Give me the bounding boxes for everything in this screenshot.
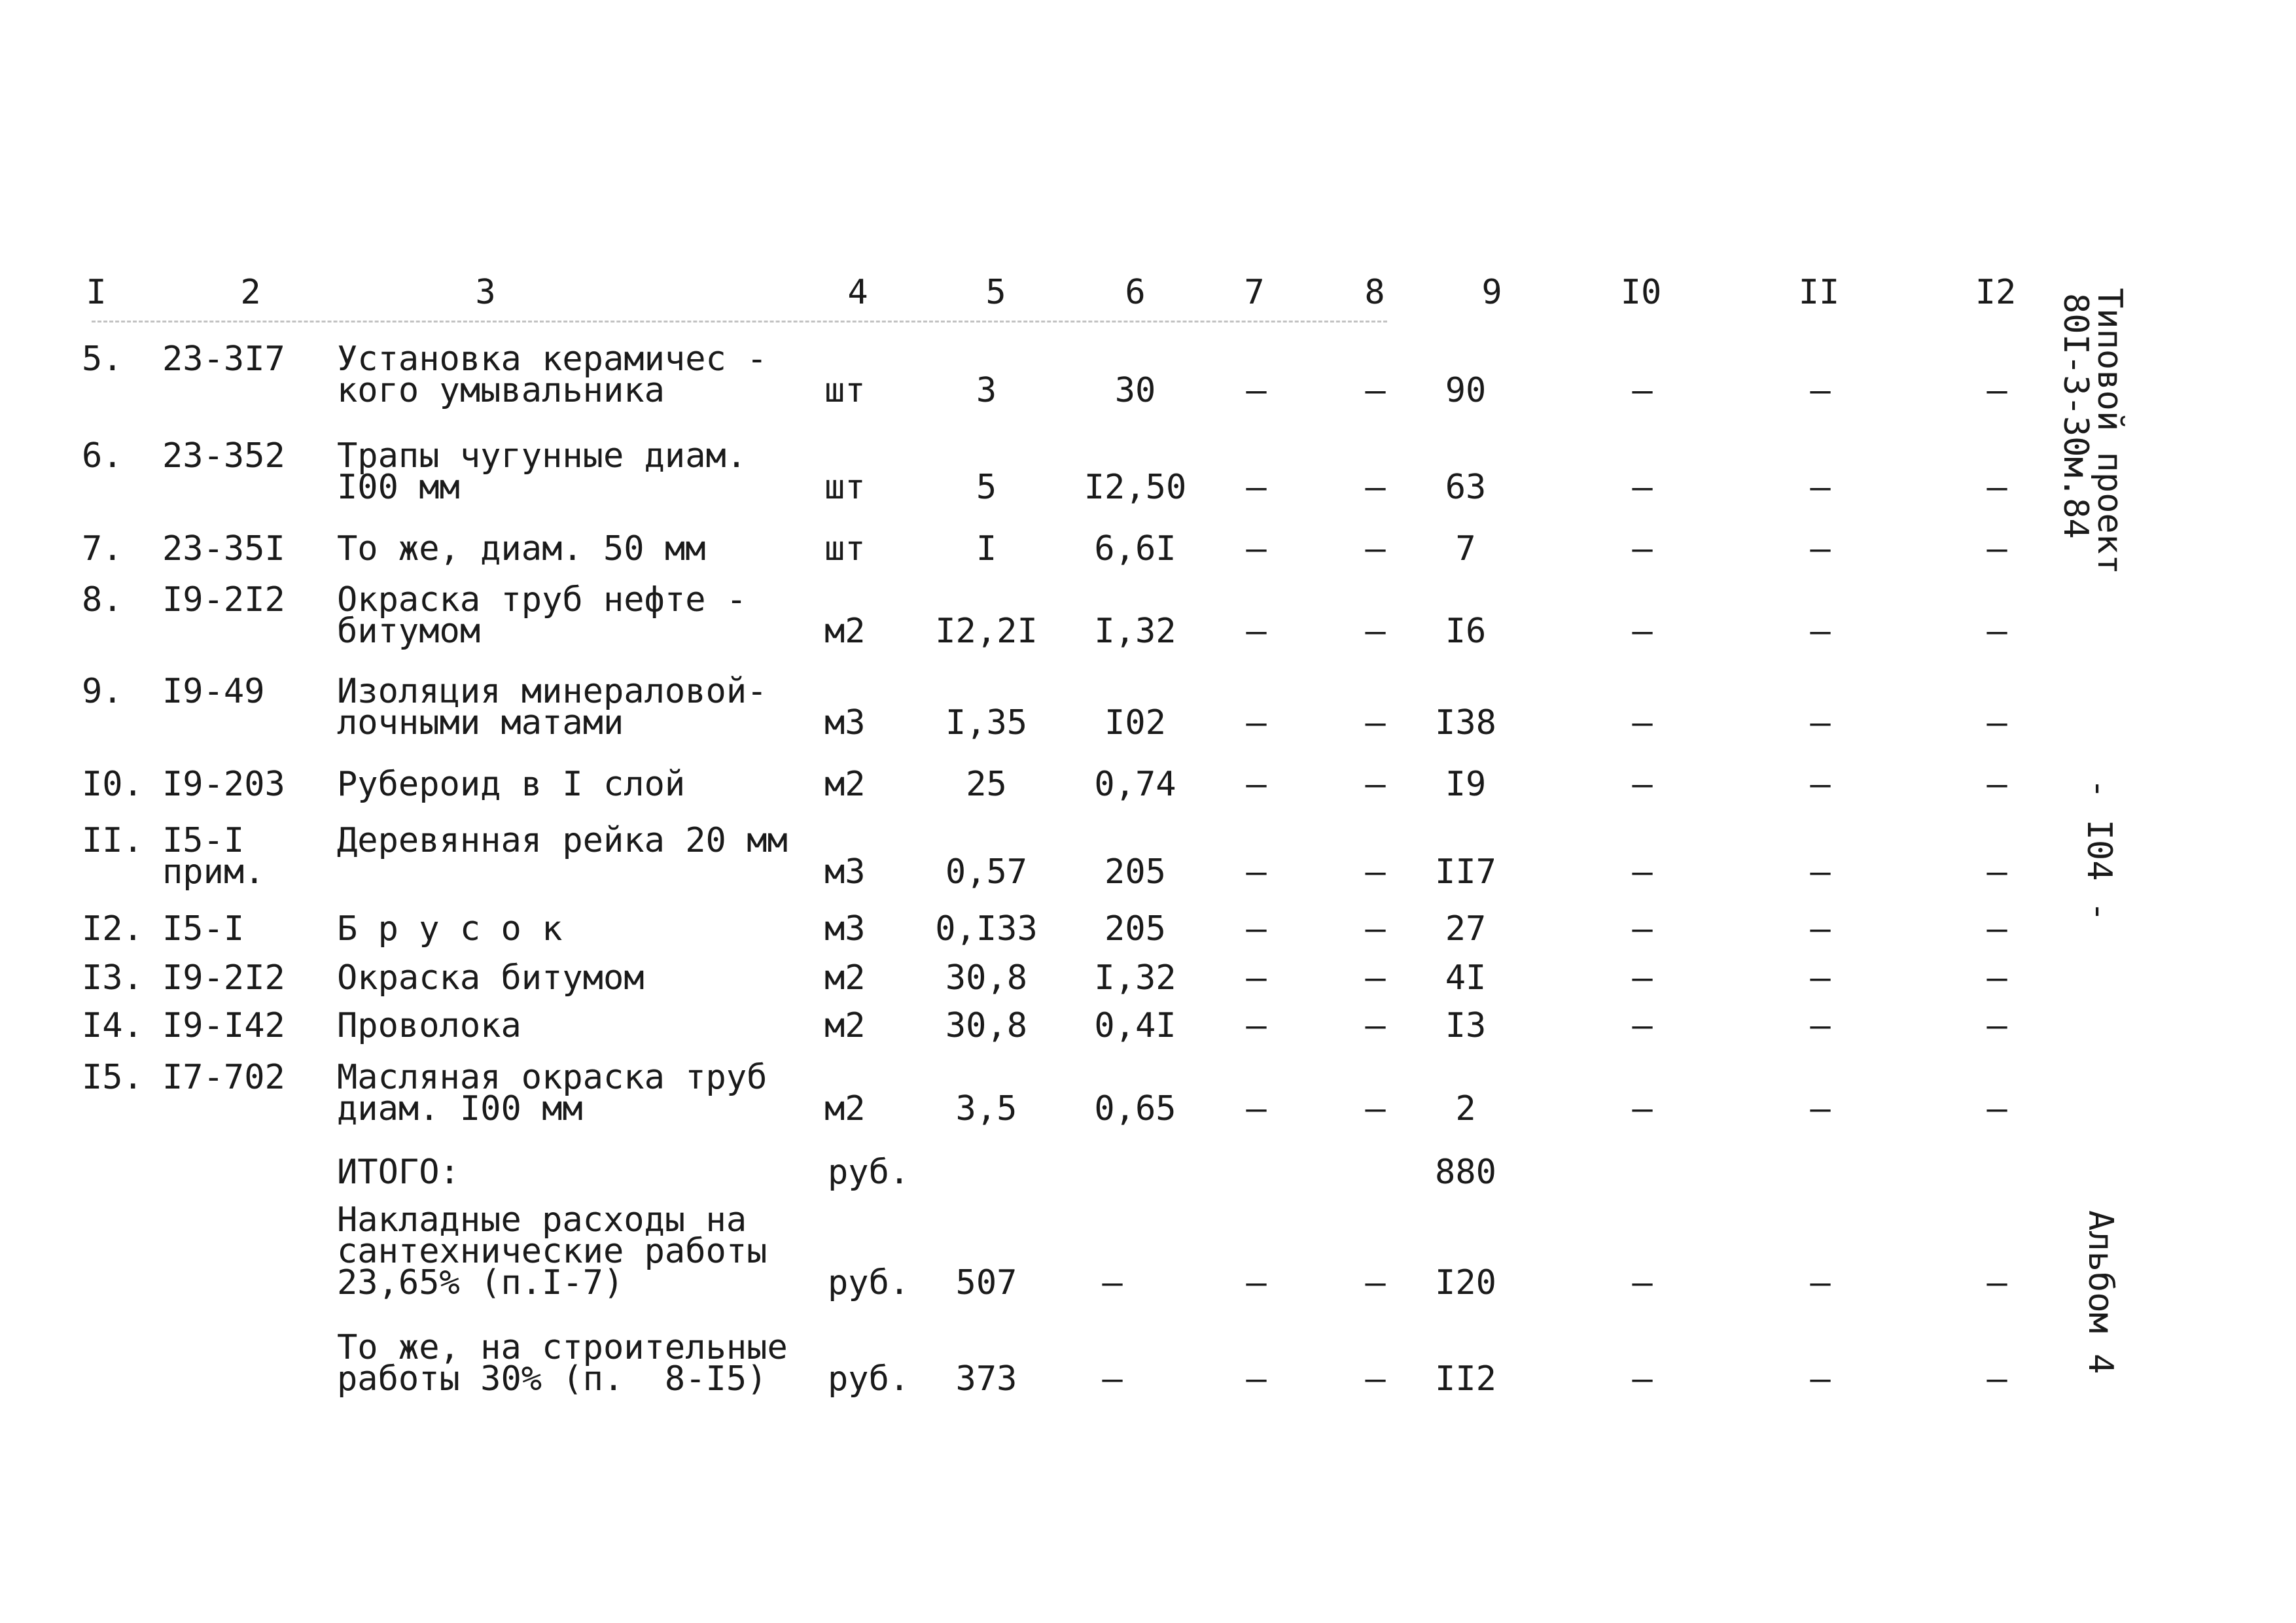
col7-cell: – xyxy=(1246,1006,1267,1045)
overhead-construction-unit: руб. xyxy=(828,1359,910,1399)
col7-cell: – xyxy=(1246,765,1267,804)
work-code: I9-49 xyxy=(162,672,265,711)
overhead-sanitary-col12: – xyxy=(1987,1263,2007,1302)
total-sum: 880 xyxy=(1435,1153,1496,1192)
col12-cell: – xyxy=(1987,1089,2007,1128)
quantity-cell: 0,I33 xyxy=(935,909,1038,949)
overhead-sanitary-description: Накладные расходы на xyxy=(337,1200,747,1240)
work-description: Деревянная рейка 20 мм xyxy=(337,821,788,860)
work-description: Изоляция минераловой- xyxy=(337,672,768,711)
row-number: 6. xyxy=(82,436,123,476)
overhead-sanitary-description: сантехнические работы xyxy=(337,1232,768,1271)
row-number: 5. xyxy=(82,340,123,379)
overhead-construction-col6: – xyxy=(1102,1359,1123,1399)
row-number: I3. xyxy=(82,958,143,998)
price-cell: 0,4I xyxy=(1094,1006,1176,1045)
work-code: I5-I xyxy=(162,909,245,949)
work-description: диам. I00 мм xyxy=(337,1089,583,1128)
quantity-cell: 25 xyxy=(966,765,1007,804)
unit-cell: шт xyxy=(824,371,866,410)
col11-cell: – xyxy=(1810,909,1831,949)
work-code: 23-352 xyxy=(162,436,285,476)
overhead-construction-description: То же, на строительные xyxy=(337,1328,788,1367)
total-cell: 2 xyxy=(1455,1089,1476,1128)
overhead-construction-col8: – xyxy=(1365,1359,1386,1399)
col8-cell: – xyxy=(1365,1089,1386,1128)
work-description: I00 мм xyxy=(337,468,460,507)
column-header-7: 7 xyxy=(1244,273,1265,312)
unit-cell: м3 xyxy=(824,909,866,949)
col12-cell: – xyxy=(1987,852,2007,892)
work-description: Окраска труб нефте - xyxy=(337,580,747,620)
quantity-cell: 0,57 xyxy=(945,852,1028,892)
price-cell: I2,50 xyxy=(1084,468,1187,507)
col12-cell: – xyxy=(1987,765,2007,804)
col11-cell: – xyxy=(1810,958,1831,998)
col8-cell: – xyxy=(1365,529,1386,568)
unit-cell: м3 xyxy=(824,703,866,742)
work-description: Трапы чугунные диам. xyxy=(337,436,747,476)
overhead-sanitary-col7: – xyxy=(1246,1263,1267,1302)
col11-cell: – xyxy=(1810,612,1831,651)
col8-cell: – xyxy=(1365,468,1386,507)
row-number: 9. xyxy=(82,672,123,711)
overhead-sanitary-col11: – xyxy=(1810,1263,1831,1302)
price-cell: 6,6I xyxy=(1094,529,1176,568)
side-page-number: - I04 - xyxy=(2079,778,2119,922)
overhead-sanitary-col10: – xyxy=(1632,1263,1653,1302)
total-label: ИТОГО: xyxy=(337,1153,460,1192)
side-project-code: 80I-3-30м.84 xyxy=(2056,293,2095,539)
col10-cell: – xyxy=(1632,371,1653,410)
work-description: Масляная окраска труб xyxy=(337,1058,768,1097)
column-header-11: II xyxy=(1798,273,1840,312)
overhead-construction-base: 373 xyxy=(955,1359,1017,1399)
unit-cell: м2 xyxy=(824,958,866,998)
col10-cell: – xyxy=(1632,612,1653,651)
overhead-construction-description: работы 30% (п. 8-I5) xyxy=(337,1359,768,1399)
overhead-sanitary-unit: руб. xyxy=(828,1263,910,1302)
col10-cell: – xyxy=(1632,529,1653,568)
overhead-sanitary-col6: – xyxy=(1102,1263,1123,1302)
col7-cell: – xyxy=(1246,529,1267,568)
col8-cell: – xyxy=(1365,852,1386,892)
work-code: 23-3I7 xyxy=(162,340,285,379)
col12-cell: – xyxy=(1987,909,2007,949)
column-header-3: 3 xyxy=(475,273,496,312)
row-number: I4. xyxy=(82,1006,143,1045)
row-number: I2. xyxy=(82,909,143,949)
overhead-construction-col10: – xyxy=(1632,1359,1653,1399)
total-cell: 90 xyxy=(1445,371,1487,410)
overhead-construction-col11: – xyxy=(1810,1359,1831,1399)
col11-cell: – xyxy=(1810,1006,1831,1045)
quantity-cell: 3 xyxy=(976,371,997,410)
price-cell: 0,74 xyxy=(1094,765,1176,804)
row-number: I0. xyxy=(82,765,143,804)
col12-cell: – xyxy=(1987,958,2007,998)
price-cell: I02 xyxy=(1104,703,1166,742)
work-description: Б р у с о к xyxy=(337,909,563,949)
col7-cell: – xyxy=(1246,1089,1267,1128)
work-code: прим. xyxy=(162,852,265,892)
col8-cell: – xyxy=(1365,371,1386,410)
col7-cell: – xyxy=(1246,852,1267,892)
overhead-construction-col7: – xyxy=(1246,1359,1267,1399)
side-album: Альбом 4 xyxy=(2081,1210,2120,1374)
work-description: То же, диам. 50 мм xyxy=(337,529,706,568)
column-header-1: I xyxy=(86,273,107,312)
work-description: Установка керамичес - xyxy=(337,340,768,379)
price-cell: 205 xyxy=(1104,909,1166,949)
col7-cell: – xyxy=(1246,468,1267,507)
work-description: лочными матами xyxy=(337,703,624,742)
work-description: кого умывальника xyxy=(337,371,665,410)
header-divider xyxy=(92,321,1387,323)
unit-cell: м2 xyxy=(824,612,866,651)
work-code: 23-35I xyxy=(162,529,285,568)
quantity-cell: 5 xyxy=(976,468,997,507)
col11-cell: – xyxy=(1810,1089,1831,1128)
column-header-10: I0 xyxy=(1620,273,1662,312)
unit-cell: м3 xyxy=(824,852,866,892)
total-cell: 27 xyxy=(1445,909,1487,949)
col12-cell: – xyxy=(1987,468,2007,507)
total-cell: 4I xyxy=(1445,958,1487,998)
row-number: 8. xyxy=(82,580,123,620)
col8-cell: – xyxy=(1365,765,1386,804)
work-description: Проволока xyxy=(337,1006,521,1045)
work-code: I9-2I2 xyxy=(162,580,285,620)
quantity-cell: I,35 xyxy=(945,703,1028,742)
quantity-cell: 30,8 xyxy=(945,958,1028,998)
col10-cell: – xyxy=(1632,1089,1653,1128)
overhead-construction-col12: – xyxy=(1987,1359,2007,1399)
col12-cell: – xyxy=(1987,612,2007,651)
work-code: I7-702 xyxy=(162,1058,285,1097)
work-code: I9-203 xyxy=(162,765,285,804)
overhead-sanitary-sum: I20 xyxy=(1435,1263,1496,1302)
col12-cell: – xyxy=(1987,529,2007,568)
overhead-sanitary-description: 23,65% (п.I-7) xyxy=(337,1263,624,1302)
total-cell: I9 xyxy=(1445,765,1487,804)
column-header-8: 8 xyxy=(1364,273,1385,312)
col10-cell: – xyxy=(1632,1006,1653,1045)
col8-cell: – xyxy=(1365,909,1386,949)
price-cell: 30 xyxy=(1114,371,1156,410)
total-cell: 63 xyxy=(1445,468,1487,507)
column-header-6: 6 xyxy=(1125,273,1146,312)
col8-cell: – xyxy=(1365,612,1386,651)
col10-cell: – xyxy=(1632,909,1653,949)
col7-cell: – xyxy=(1246,958,1267,998)
unit-cell: м2 xyxy=(824,1089,866,1128)
col12-cell: – xyxy=(1987,371,2007,410)
work-code: I9-2I2 xyxy=(162,958,285,998)
work-code: I9-I42 xyxy=(162,1006,285,1045)
col8-cell: – xyxy=(1365,703,1386,742)
total-cell: I6 xyxy=(1445,612,1487,651)
unit-cell: шт xyxy=(824,468,866,507)
col7-cell: – xyxy=(1246,612,1267,651)
total-cell: 7 xyxy=(1455,529,1476,568)
work-description: Рубероид в I слой xyxy=(337,765,686,804)
row-number: I5. xyxy=(82,1058,143,1097)
price-cell: 205 xyxy=(1104,852,1166,892)
column-header-4: 4 xyxy=(847,273,868,312)
quantity-cell: 30,8 xyxy=(945,1006,1028,1045)
overhead-sanitary-base: 507 xyxy=(955,1263,1017,1302)
col7-cell: – xyxy=(1246,371,1267,410)
col11-cell: – xyxy=(1810,529,1831,568)
col11-cell: – xyxy=(1810,852,1831,892)
column-header-12: I2 xyxy=(1975,273,2017,312)
total-cell: I3 xyxy=(1445,1006,1487,1045)
price-cell: 0,65 xyxy=(1094,1089,1176,1128)
row-number: II. xyxy=(82,821,143,860)
col10-cell: – xyxy=(1632,852,1653,892)
col7-cell: – xyxy=(1246,703,1267,742)
col12-cell: – xyxy=(1987,1006,2007,1045)
col8-cell: – xyxy=(1365,1006,1386,1045)
col11-cell: – xyxy=(1810,765,1831,804)
overhead-construction-sum: II2 xyxy=(1435,1359,1496,1399)
col10-cell: – xyxy=(1632,468,1653,507)
col10-cell: – xyxy=(1632,958,1653,998)
row-number: 7. xyxy=(82,529,123,568)
col8-cell: – xyxy=(1365,958,1386,998)
total-cell: I38 xyxy=(1435,703,1496,742)
col11-cell: – xyxy=(1810,703,1831,742)
price-cell: I,32 xyxy=(1094,612,1176,651)
col11-cell: – xyxy=(1810,468,1831,507)
total-cell: II7 xyxy=(1435,852,1496,892)
col10-cell: – xyxy=(1632,703,1653,742)
overhead-sanitary-col8: – xyxy=(1365,1263,1386,1302)
quantity-cell: 3,5 xyxy=(955,1089,1017,1128)
column-header-9: 9 xyxy=(1481,273,1502,312)
work-description: битумом xyxy=(337,612,481,651)
unit-cell: м2 xyxy=(824,765,866,804)
unit-cell: м2 xyxy=(824,1006,866,1045)
side-project-title: Типовой проект xyxy=(2090,288,2129,575)
total-unit: руб. xyxy=(828,1153,910,1192)
col11-cell: – xyxy=(1810,371,1831,410)
price-cell: I,32 xyxy=(1094,958,1176,998)
col7-cell: – xyxy=(1246,909,1267,949)
unit-cell: шт xyxy=(824,529,866,568)
col10-cell: – xyxy=(1632,765,1653,804)
work-description: Окраска битумом xyxy=(337,958,645,998)
quantity-cell: I2,2I xyxy=(935,612,1038,651)
column-header-5: 5 xyxy=(985,273,1006,312)
quantity-cell: I xyxy=(976,529,997,568)
work-code: I5-I xyxy=(162,821,245,860)
col12-cell: – xyxy=(1987,703,2007,742)
column-header-2: 2 xyxy=(240,273,261,312)
